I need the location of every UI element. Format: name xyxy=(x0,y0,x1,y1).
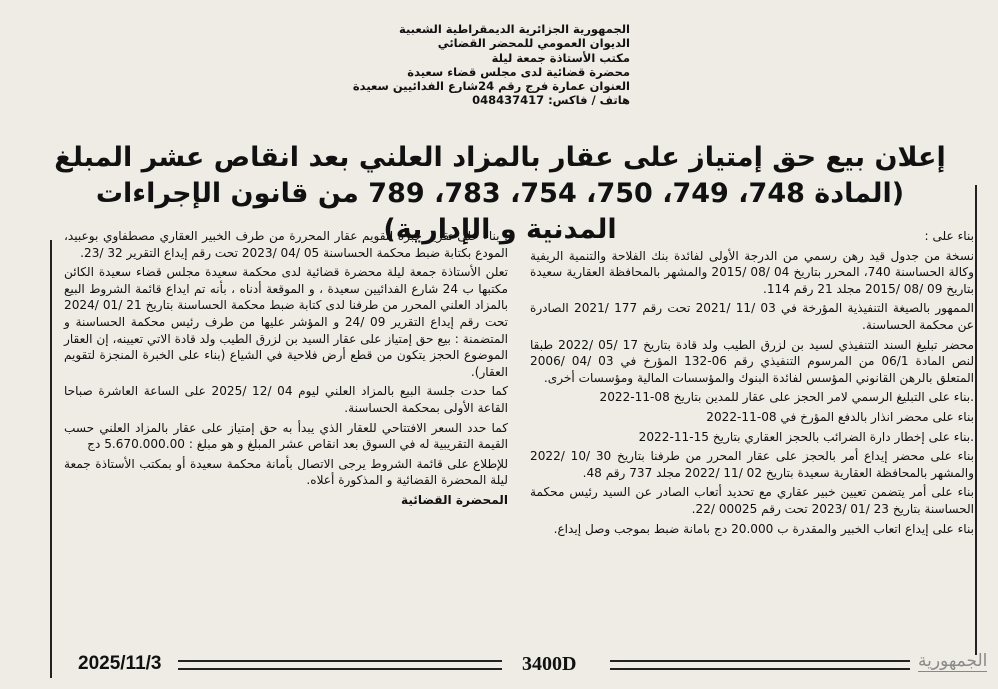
paragraph: بناء على إيداع اتعاب الخبير والمقدرة ب 20.000 دج بامانة ضبط بموجب وصل إيداع. xyxy=(553,521,974,536)
frame-right-border xyxy=(975,185,977,655)
header-line: العنوان عمارة فرج رقم 24شارع الفدائيين سعيدة xyxy=(352,79,630,94)
paragraph: الممهور بالصيغة التنفيذية المؤرخة في 03 /11 /2021 تحت رقم 177 /2021 الصادرة عن محكمة الحساسنة. xyxy=(530,301,975,332)
paragraph: بناء على محضر انذار بالدفع المؤرخ في 08-11-2022 xyxy=(706,409,974,424)
left-text-column xyxy=(64,228,508,512)
paragraph: بناء على : xyxy=(924,229,974,243)
paragraph: للإطلاع على قائمة الشروط يرجى الاتصال بأمانة محكمة سعيدة أو بمكتب الأستاذة جمعة ليلة المحضرة القضائية و المذكورة أعلاه. xyxy=(64,456,508,488)
title-line-1: إعلان بيع حق إمتياز على عقار بالمزاد العلني بعد انقاص عشر المبلغ xyxy=(54,142,946,173)
paragraph: .بناء على التبليغ الرسمي لامر الحجز على عقار للمدين بتاريخ 08-11-2022 xyxy=(599,390,974,405)
header-line: الديوان العمومي للمحضر القضائي xyxy=(437,36,630,51)
header-line: الجمهورية الجزائرية الديمقراطية الشعبية xyxy=(398,22,630,36)
ad-code: 3400D xyxy=(522,653,577,675)
paragraph: بناء على محضر إيداع أمر بالحجز على عقار المحرر من طرفنا بتاريخ 30 /10 /2022 والمشهر بالمحافظة العقارية سعيدة بتاريخ 02 /11 /2022 مجلد 737 رقم 48. xyxy=(530,449,975,480)
newspaper-logo: الجمهورية xyxy=(918,651,988,671)
signature: المحضرة القضائية xyxy=(401,492,508,507)
paragraph: . بناء على تقرير خبرة لتقويم عقار المحررة من طرف الخبير العقاري مصطفاوي بوعبيد، المودع بكتابة ضبط محكمة الحساسنة 05 /04 /2023 تحت رقم إيداع التقرير 32 /23. xyxy=(64,229,508,260)
issue-date: 2025/11/3 xyxy=(78,653,162,674)
footer-rule-left xyxy=(178,660,502,670)
frame-left-border xyxy=(50,240,52,678)
footer-rule-right xyxy=(610,660,910,670)
paragraph: كما حدت جلسة البيع بالمزاد العلني ليوم 04 /12 /2025 على الساعة العاشرة صباحا القاعة الأولى بمحكمة الحساسنة. xyxy=(64,384,509,415)
paragraph: نسخة من جدول قيد رهن رسمي من الدرجة الأولى لفائدة بنك الفلاحة والتنمية الريفية وكالة الحساسنة 740، المحرر بتاريخ 04 /08 /2015 والمشهر بالمحافظة العقارية سعيدة بتاريخ 09 /08 /2015 مجلد 21 رقم 114. xyxy=(530,248,975,296)
right-text-column xyxy=(530,228,974,540)
title-line-2: (المادة 748، 749، 750، 754، 783، 789 من قانون الإجراءات المدنية و الإدارية) xyxy=(95,178,905,245)
bailiff-header xyxy=(330,22,630,108)
page-footer xyxy=(50,650,988,680)
header-line: مكتب الأستاذة جمعة ليلة xyxy=(491,50,630,65)
paragraph: كما حدد السعر الافتتاحي للعقار الذي يبدأ به حق إمتياز على عقار بالمزاد العلني حسب القيمة التقريبية له في السوق بعد انقاص عشر المبلغ و هو مبلغ : 5.670.000.00 دج xyxy=(64,420,508,452)
paragraph: محضر تبليغ السند التنفيذي لسيد بن لزرق الطيب ولد قادة بتاريخ 17 /05 /2022 طبقا لنص المادة 06/1 من المرسوم التنفيذي رقم 06-132 المؤرخ في 03 /04 /2006 المتعلق بالرهن القانوني المؤسس لفائدة البنوك والمؤسسات المالية ومؤسسات أخرى. xyxy=(530,337,975,385)
header-line: محضرة قضائية لدى مجلس قضاء سعيدة xyxy=(407,64,630,79)
paragraph: بناء على أمر يتضمن تعيين خبير عقاري مع تحديد أتعاب الصادر عن السيد رئيس محكمة الحساسنة بتاريخ 23 /01 /2023 تحت رقم 00025 /22. xyxy=(530,485,974,516)
header-line: هاتف / فاكس: 048437417 xyxy=(472,93,630,108)
paragraph: .بناء على إخطار دارة الضرائب بالحجز العقاري بتاريخ 15-11-2022 xyxy=(638,429,974,444)
paragraph: تعلن الأستاذة جمعة ليلة محضرة قضائية لدى محكمة سعيدة مجلس قضاء سعيدة الكائن مكتبها ب 24 شارع الفدائيين سعيدة ، و الموقعة أدناه ، بأنه تم ايداع قائمة الشروط البيع بالمزاد العلني المحرر من طرفنا لدى كتابة ضبط محكمة الحساسنة بتاريخ 21 /01 /2024 تحت رقم إيداع التقرير 09 /24 و المؤشر عليها من طرف رئيس محكمة الحساسنة و المتضمنة : بيع حق إمتياز على عقار السيد بن لزرق الطيب ولد قادة الاتي تعيينه، إن العقار الموضوع الحجز يتكون من قطع أرض فلاحية في الشياع (بناء على الخبرة المنجزة لتقويم العقار). xyxy=(64,265,509,379)
